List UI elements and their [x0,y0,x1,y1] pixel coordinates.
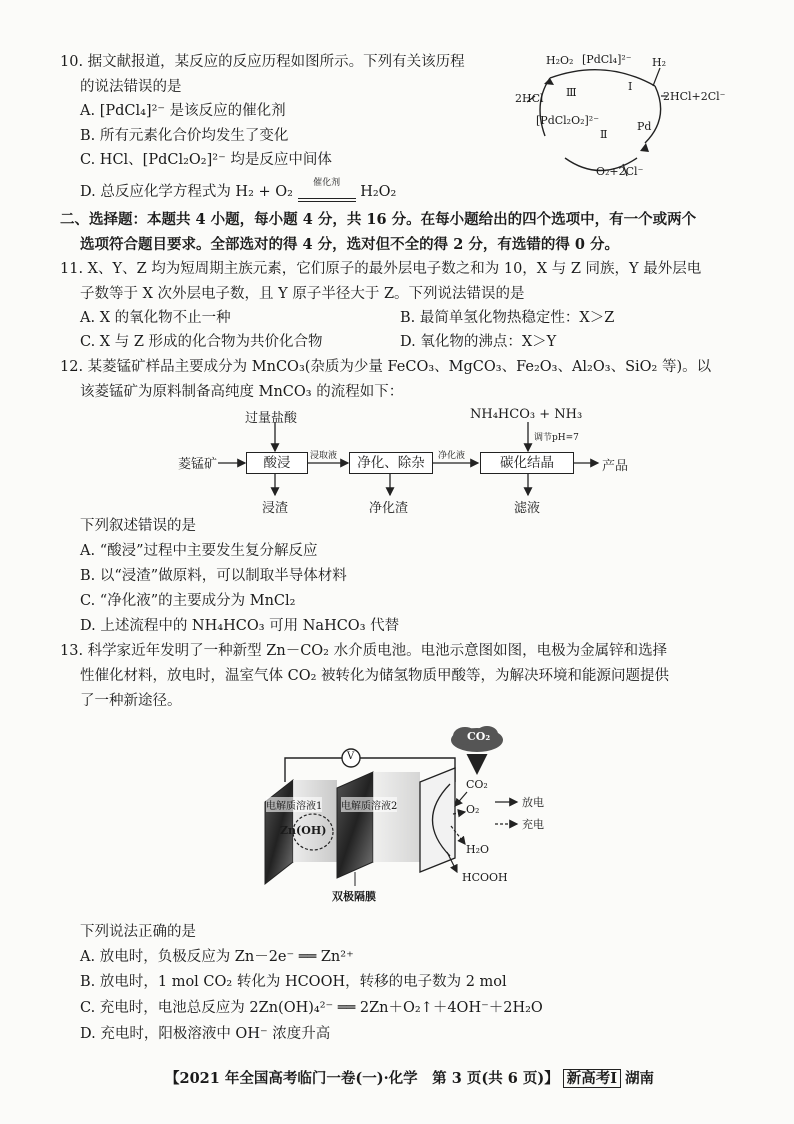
q13-legend-discharge: 放电 [522,796,544,809]
q12-option-b: B. 以“浸渣”做原料，可以制取半导体材料 [80,568,347,584]
q13-o2-label: O₂ [466,803,480,816]
q13-membrane-label: 双极隔膜 [332,890,376,903]
q10-option-d [80,178,397,202]
q13-co2-label: CO₂ [466,778,488,791]
q12-prompt: 下列叙述错误的是 [80,518,196,534]
q13-prompt: 下列说法正确的是 [80,924,196,940]
q12-flow-residue1: 浸渣 [262,501,289,516]
q13-zn-oh: Zn(OH) [280,824,327,837]
page-footer [165,1067,654,1088]
q13-legend-charge: 充电 [522,818,544,831]
q13-option-c: C. 充电时，电池总反应为 2Zn(OH)₄²⁻ ══ 2Zn＋O₂↑＋4OH⁻＋2H₂O [80,1000,543,1016]
q13-option-d: D. 充电时，阳极溶液中 OH⁻ 浓度升高 [80,1026,331,1042]
q10-stem-line1: 10. 据文献报道，某反应的反应历程如图所示。下列有关该历程 [60,54,465,70]
q10-stem-line2: 的说法错误的是 [80,79,182,95]
q13-option-a: A. 放电时，负极反应为 Zn－2e⁻ ══ Zn²⁺ [80,949,354,965]
q12-option-a: A. “酸浸”过程中主要发生复分解反应 [80,543,318,559]
q10-d-suffix: H₂O₂ [360,184,397,200]
q10-h2: H₂ [652,56,667,69]
q10-option-c: C. HCl、[PdCl₂O₂]²⁻ 均是反应中间体 [80,152,332,168]
q12-flow-step-acid-leach: 酸浸 [246,452,308,474]
q10-option-b: B. 所有元素化合价均发生了变化 [80,128,289,144]
q10-catalyst-label: 催化剂 [313,178,341,188]
q13-h2o-label: H₂O [466,843,490,856]
q12-flow-product: 产品 [602,459,629,474]
q10-option-a: A. [PdCl₄]²⁻ 是该反应的催化剂 [80,103,286,119]
q10-h2o2: H₂O₂ [546,54,574,67]
footer-title: 【2021 年全国高考临门一卷(一)·化学 第 3 页(共 6 页)】 [165,1070,559,1087]
q11-stem-line1: 11. X、Y、Z 均为短周期主族元素，它们原子的最外层电子数之和为 10，X 与 Z 同族，Y 最外层电 [60,261,702,277]
q12-stem-line2: 该菱锰矿为原料制备高纯度 MnCO₃ 的流程如下： [80,384,404,400]
q11-option-a: A. X 的氧化物不止一种 [80,310,231,326]
q10-d-prefix: D. 总反应化学方程式为 H₂ + O₂ [80,184,293,200]
q13-stem-line1: 13. 科学家近年发明了一种新型 Zn－CO₂ 水介质电池。电池示意图如图，电极为金属锌和选择 [60,643,668,659]
footer-tag: 新高考Ⅰ [563,1069,621,1088]
q12-flow-residue2: 净化渣 [369,501,409,516]
q12-flow-step-crystallize: 碳化结晶 [480,452,574,474]
q12-flow-reagent: NH₄HCO₃ + NH₃ [470,407,583,422]
q10-pdcl4: [PdCl₄]²⁻ [582,53,632,66]
q11-option-b: B. 最简单氢化物热稳定性：X＞Z [400,310,615,326]
q10-o2-2cl: O₂+2Cl⁻ [596,165,644,178]
q11-option-d: D. 氧化物的沸点：X＞Y [400,334,557,350]
q12-flow-acid: 过量盐酸 [245,411,298,426]
q13-voltmeter-label: V [347,751,355,762]
q13-electrolyte-2: 电解质溶液2 [341,797,397,812]
q13-stem-line2: 性催化材料，放电时，温室气体 CO₂ 被转化为储氢物质甲酸等，为解决环境和能源问题提供 [80,668,670,684]
q13-option-b: B. 放电时，1 mol CO₂ 转化为 HCOOH，转移的电子数为 2 mol [80,974,507,990]
q13-stem-line3: 了一种新途径。 [80,693,182,709]
q12-flow-step-purify: 净化、除杂 [349,452,433,474]
q13-hcooh-label: HCOOH [462,871,508,884]
section2-line1: 二、选择题：本题共 4 小题，每小题 4 分，共 16 分。在每小题给出的四个选项中，有一个或两个 [60,211,697,228]
q10-pd: Pd [637,120,652,133]
section2-line2: 选项符合题目要求。全部选对的得 4 分，选对但不全的得 2 分，有选错的得 0 分。 [80,236,620,253]
q13-co2-cloud: CO₂ [467,730,491,743]
q12-flow-ph: 调节pH=7 [534,433,579,443]
q10-step-2: Ⅱ [600,128,608,141]
q10-pdcl2o2: [PdCl₂O₂]²⁻ [536,114,600,127]
q13-electrolyte-1: 电解质溶液1 [266,797,322,812]
q12-flow-purified-liquid: 净化液 [438,451,466,461]
q12-flow-ore: 菱锰矿 [178,457,218,472]
q10-2hcl: 2HCl [515,92,544,105]
q11-stem-line2: 子数等于 X 次外层电子数，且 Y 原子半径大于 Z。下列说法错误的是 [80,286,525,302]
q12-option-c: C. “净化液”的主要成分为 MnCl₂ [80,593,296,609]
footer-region: 湖南 [625,1070,655,1087]
q10-catalyst-arrow [298,178,356,202]
q10-2hcl-2cl: 2HCl+2Cl⁻ [663,90,726,103]
q12-flow-leach-liquid: 浸取液 [310,451,338,461]
q12-option-d: D. 上述流程中的 NH₄HCO₃ 可用 NaHCO₃ 代替 [80,618,400,634]
q12-stem-line1: 12. 某菱锰矿样品主要成分为 MnCO₃(杂质为少量 FeCO₃、MgCO₃、Fe₂O₃、Al₂O₃、SiO₂ 等)。以 [60,359,712,375]
q12-flow-filtrate: 滤液 [514,501,541,516]
q10-step-1: Ⅰ [628,80,633,93]
q11-option-c: C. X 与 Z 形成的化合物为共价化合物 [80,334,323,350]
q10-step-3: Ⅲ [566,86,577,99]
